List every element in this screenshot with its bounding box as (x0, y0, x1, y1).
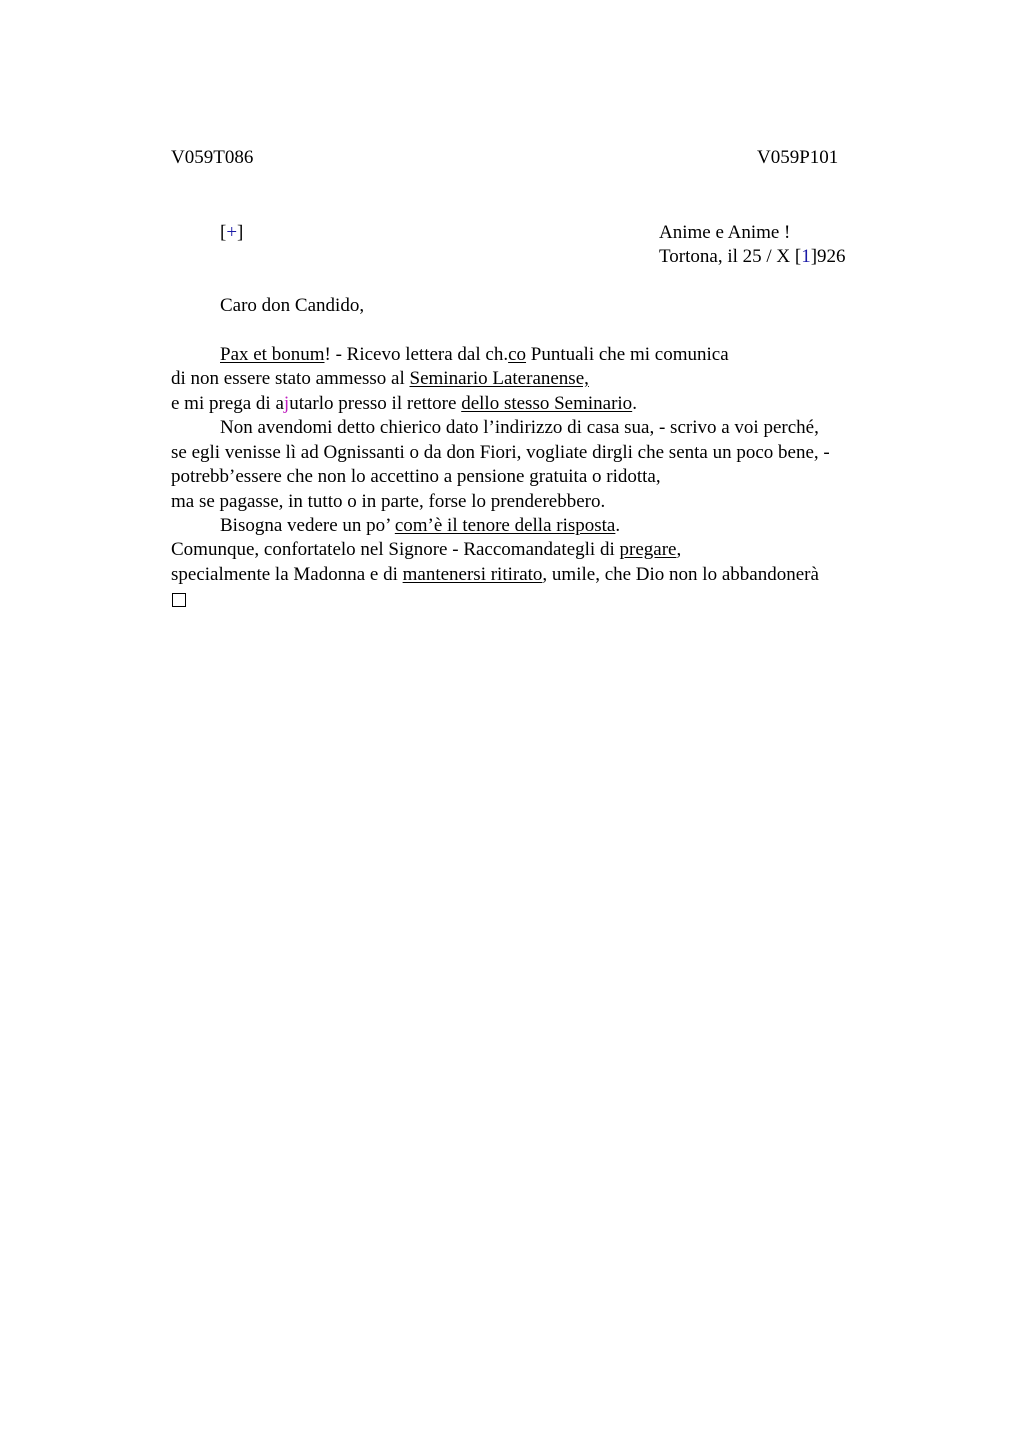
place-date-digit: 1 (801, 246, 811, 267)
cross-icon: + (226, 222, 238, 243)
body-text: Bisogna vedere un po’ (220, 515, 395, 536)
motto: Anime e Anime ! (659, 222, 791, 243)
cross-mark (220, 221, 243, 245)
body-line-1 (220, 343, 729, 367)
salutation: Caro don Candido, (220, 295, 365, 316)
underlined-text: mantenersi ritirato (402, 564, 543, 585)
body-text: e mi prega di a (171, 393, 284, 414)
body-text: di non essere stato ammesso al (171, 368, 410, 389)
highlighted-letter: j (283, 393, 290, 414)
body-text: Comunque, confortatelo nel Signore - Raccomandategli di (171, 539, 620, 560)
body-text: , umile, che Dio non lo abbandonerà (542, 564, 819, 585)
body-line-5: se egli venisse lì ad Ognissanti o da don Fiori, vogliate dirgli che senta un poco bene, - (171, 442, 830, 463)
underlined-text: pregare (619, 539, 677, 560)
body-text: , (676, 539, 682, 560)
underlined-text: com’è il tenore della risposta (394, 515, 616, 536)
body-line-6: potrebb’essere che non lo accettino a pensione gratuita o ridotta, (171, 466, 661, 487)
body-line-10 (171, 563, 819, 587)
underlined-text: dello stesso Seminario (461, 393, 633, 414)
underlined-text: co (508, 344, 527, 365)
body-text: specialmente la Madonna e di (171, 564, 403, 585)
place-date-suffix: ]926 (810, 246, 846, 267)
end-box-icon (172, 587, 186, 611)
body-text: . (632, 393, 637, 414)
underlined-text: Pax et bonum (220, 344, 325, 365)
body-line-8 (220, 514, 620, 538)
body-line-2 (171, 367, 589, 391)
document-code-right: V059P101 (757, 147, 839, 168)
body-text: ! - Ricevo lettera dal ch. (324, 344, 509, 365)
body-text: Puntuali che mi comunica (526, 344, 729, 365)
body-line-7: ma se pagasse, in tutto o in parte, forse lo prenderebbero. (171, 491, 606, 512)
document-code-left: V059T086 (171, 147, 254, 168)
body-line-9 (171, 538, 681, 562)
place-date-prefix: Tortona, il 25 / X [ (659, 246, 802, 267)
body-line-3 (171, 392, 637, 416)
body-text: utarlo presso il rettore (289, 393, 462, 414)
body-line-4: Non avendomi detto chierico dato l’indirizzo di casa sua, - scrivo a voi perché, (220, 417, 819, 438)
underlined-text: Seminario Lateranense, (409, 368, 589, 389)
cross-bracket-open: [ (220, 222, 227, 243)
cross-bracket-close: ] (237, 222, 244, 243)
place-date (659, 245, 846, 269)
body-text: . (615, 515, 621, 536)
